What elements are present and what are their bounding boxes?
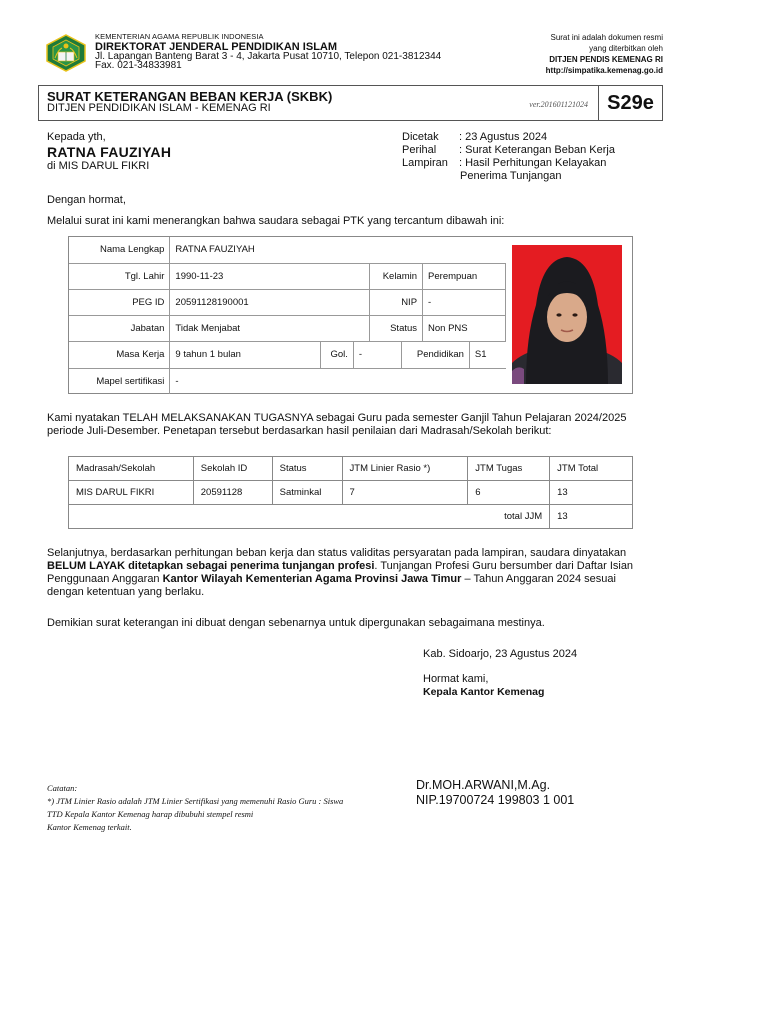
statement-line-2: periode Juli-Desember. Penetapan tersebut berdasarkan hasil penilaian dari Madrasah/Sekolah berikut:	[47, 425, 552, 437]
signature-place-date: Kab. Sidoarjo, 23 Agustus 2024	[423, 648, 578, 660]
signatory-name: Dr.MOH.ARWANI,M.Ag.	[416, 778, 551, 792]
cell-status: Satminkal	[272, 481, 342, 505]
table-total-row	[69, 505, 633, 529]
decision-line-2-rest: . Tunjangan Profesi Guru bersumber dari Daftar Isian	[374, 560, 634, 572]
status-value: Non PNS	[423, 315, 506, 341]
notes-line-2: TTD Kepala Kantor Kemenag harap dibubuhi stempel resmi	[47, 809, 254, 819]
person-photo	[512, 245, 622, 384]
decision-status: BELUM LAYAK ditetapkan sebagai penerima tunjangan profesi	[47, 560, 375, 572]
masa-subrow	[170, 342, 505, 368]
gol-value: -	[353, 342, 401, 368]
decision-budget-office: Kantor Wilayah Kementerian Agama Provinsi Jawa Timur	[162, 573, 462, 585]
header-address: Jl. Lapangan Banteng Barat 3 - 4, Jakarta Pusat 10710, Telepon 021-3812344	[95, 51, 442, 62]
jabatan-label: Jabatan	[69, 315, 170, 341]
decision-line-3-rest: – Tahun Anggaran 2024 sesuai	[461, 573, 616, 585]
nip-value: -	[423, 289, 506, 315]
tgl-value: 1990-11-23	[170, 263, 370, 289]
col-header-jtm-linier: JTM Linier Rasio *)	[342, 457, 468, 481]
mapel-value: -	[170, 368, 506, 394]
col-header-status: Status	[272, 457, 342, 481]
recipient-place: di MIS DARUL FIKRI	[47, 160, 150, 172]
identity-row-nama	[69, 237, 506, 263]
pegid-label: PEG ID	[69, 289, 170, 315]
document-code: S29e	[598, 86, 662, 120]
statement-line-1: Kami nyatakan TELAH MELAKSANAKAN TUGASNYA sebagai Guru pada semester Ganjil Tahun Pelajaran 2024/2025	[47, 412, 627, 424]
col-header-madrasah: Madrasah/Sekolah	[69, 457, 194, 481]
closing-text: Demikian surat keterangan ini dibuat dengan sebenarnya untuk dipergunakan sebagaimana mestinya.	[47, 617, 545, 629]
document-title: SURAT KETERANGAN BEBAN KERJA (SKBK)	[47, 89, 333, 104]
kemenag-emblem-icon	[46, 34, 86, 72]
nip-label: NIP	[370, 289, 423, 315]
header-right-note	[546, 32, 663, 76]
greeting: Dengan hormat,	[47, 194, 126, 206]
meta-perihal-label: Perihal	[402, 144, 437, 156]
kelamin-value: Perempuan	[423, 263, 506, 289]
pendidikan-label: Pendidikan	[401, 342, 469, 368]
meta-lampiran-label: Lampiran	[402, 157, 448, 169]
recipient-to-label: Kepada yth,	[47, 131, 106, 143]
signature-position: Kepala Kantor Kemenag	[423, 686, 545, 698]
identity-row-masa	[69, 341, 506, 368]
identity-row-tgl	[69, 263, 506, 289]
notes-line-1: *) JTM Linier Rasio adalah JTM Linier Sertifikasi yang memenuhi Rasio Guru : Siswa	[47, 796, 344, 806]
recipient-name: RATNA FAUZIYAH	[47, 144, 172, 160]
total-jjm-label: total JJM	[69, 505, 550, 529]
identity-row-pegid	[69, 289, 506, 315]
identity-row-jabatan	[69, 315, 506, 341]
table-row	[69, 481, 633, 505]
header-fax: Fax. 021-34833981	[95, 60, 182, 71]
masa-label: Masa Kerja	[69, 341, 170, 368]
tgl-label: Tgl. Lahir	[69, 263, 170, 289]
meta-dicetak-value: : 23 Agustus 2024	[459, 131, 548, 143]
identity-panel	[68, 236, 633, 394]
right-line-4: http://simpatika.kemenag.go.id	[545, 66, 663, 75]
cell-madrasah: MIS DARUL FIKRI	[69, 481, 194, 505]
directorate-name: DIREKTORAT JENDERAL PENDIDIKAN ISLAM	[95, 41, 338, 53]
decision-line-2	[47, 560, 633, 573]
document-version: ver.201601121024	[529, 100, 588, 109]
decision-line-1: Selanjutnya, berdasarkan perhitungan beban kerja dan status validitas persyaratan pada lampiran, saudara dinyatakan	[47, 547, 627, 559]
meta-lampiran-value-2: Penerima Tunjangan	[460, 170, 562, 182]
cell-jtm-tugas: 6	[468, 481, 550, 505]
col-header-jtm-tugas: JTM Tugas	[468, 457, 550, 481]
intro-text: Melalui surat ini kami menerangkan bahwa saudara sebagai PTK yang tercantum dibawah ini:	[47, 215, 505, 227]
document-title-box	[38, 85, 663, 121]
cell-jtm-linier: 7	[342, 481, 468, 505]
right-line-2: yang diterbitkan oleh	[589, 44, 663, 53]
cell-jtm-total: 13	[550, 481, 633, 505]
school-table-header	[69, 457, 633, 481]
masa-subtable	[170, 342, 505, 368]
decision-line-4: dengan ketentuan yang berlaku.	[47, 586, 205, 598]
nama-value: RATNA FAUZIYAH	[170, 237, 506, 263]
nama-label: Nama Lengkap	[69, 237, 170, 263]
jabatan-value: Tidak Menjabat	[170, 315, 370, 341]
identity-table	[69, 237, 506, 394]
signatory-nip: NIP.19700724 199803 1 001	[416, 793, 575, 807]
right-line-3: DITJEN PENDIS KEMENAG RI	[549, 55, 663, 64]
meta-lampiran-value: : Hasil Perhitungan Kelayakan	[459, 157, 607, 169]
right-line-1: Surat ini adalah dokumen resmi	[550, 33, 663, 42]
identity-row-mapel	[69, 368, 506, 394]
signature-regards: Hormat kami,	[423, 673, 489, 685]
meta-dicetak-label: Dicetak	[402, 131, 439, 143]
pendidikan-value: S1	[474, 349, 487, 360]
pegid-value: 20591128190001	[170, 289, 370, 315]
col-header-sekolah-id: Sekolah ID	[193, 457, 272, 481]
masa-cell	[170, 341, 506, 368]
notes-title: Catatan:	[47, 783, 78, 793]
decision-line-3	[47, 573, 616, 586]
ministry-name: KEMENTERIAN AGAMA REPUBLIK INDONESIA	[95, 32, 264, 41]
school-table	[68, 456, 633, 529]
gol-label: Gol.	[320, 342, 353, 368]
masa-value: 9 tahun 1 bulan	[170, 342, 320, 368]
meta-perihal-value: : Surat Keterangan Beban Kerja	[459, 144, 615, 156]
cell-sekolah-id: 20591128	[193, 481, 272, 505]
kelamin-label: Kelamin	[370, 263, 423, 289]
notes-line-3: Kantor Kemenag terkait.	[47, 822, 132, 832]
total-jjm-value: 13	[550, 505, 633, 529]
col-header-jtm-total: JTM Total	[550, 457, 633, 481]
status-label: Status	[370, 315, 423, 341]
document-subtitle: DITJEN PENDIDIKAN ISLAM - KEMENAG RI	[47, 102, 271, 114]
decision-line-3-start: Penggunaan Anggaran	[47, 573, 163, 585]
mapel-label: Mapel sertifikasi	[69, 368, 170, 394]
